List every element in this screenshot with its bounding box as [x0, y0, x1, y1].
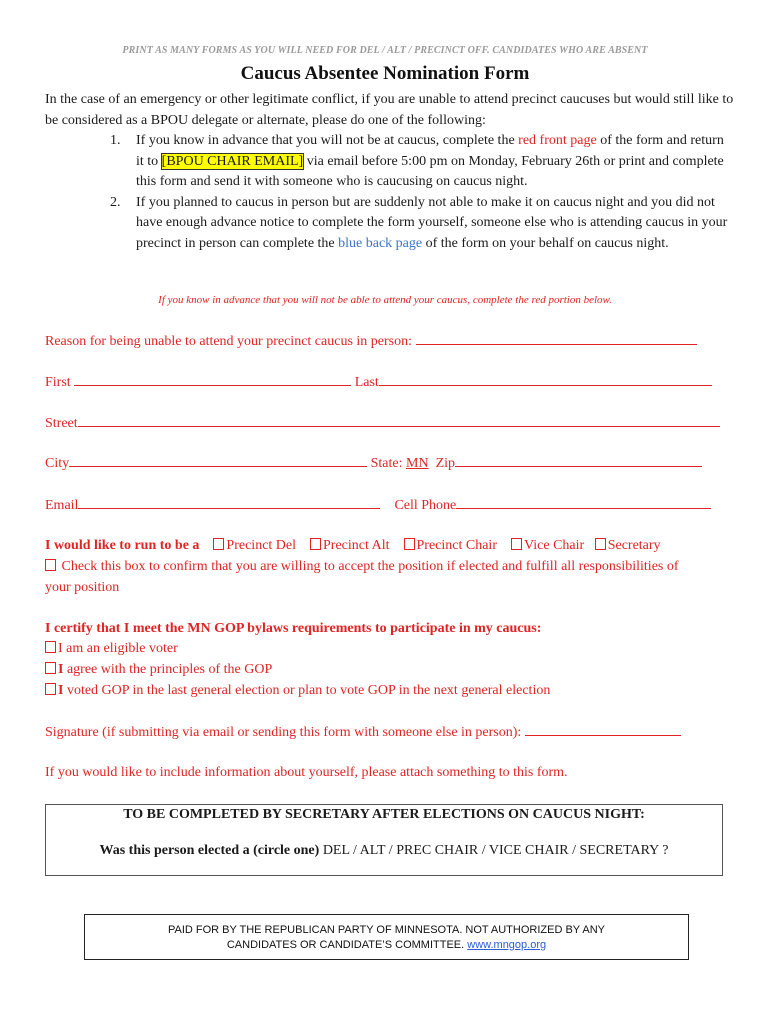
- zip-label: Zip: [435, 456, 456, 471]
- instruction-text: of the form and return it to: [136, 133, 724, 169]
- position-label: Precinct Chair: [416, 538, 497, 553]
- form-title: Caucus Absentee Nomination Form: [240, 63, 530, 84]
- bpou-chair-email-highlight: [BPOU CHAIR EMAIL]: [161, 153, 304, 169]
- name-row: [45, 374, 712, 391]
- red-front-page-text: red front page: [518, 133, 597, 148]
- attach-note: If you would like to include information about yourself, please attach something to this form.: [45, 765, 568, 780]
- first-label: First: [45, 375, 71, 390]
- signature-row: [45, 724, 681, 741]
- certify-text: I am an eligible voter: [58, 641, 178, 656]
- certify-item-3: [45, 683, 550, 699]
- run-for-row: [45, 538, 661, 554]
- vice-chair-checkbox[interactable]: [511, 538, 522, 550]
- confirm-text: Check this box to confirm that you are willing to accept the position if elected and fulfill all responsibilities of: [61, 559, 679, 574]
- voted-gop-checkbox[interactable]: [45, 683, 56, 695]
- eligible-voter-checkbox[interactable]: [45, 641, 56, 653]
- street-field[interactable]: [78, 415, 720, 427]
- paid-for-line-2: [84, 938, 689, 953]
- city-row: [45, 455, 702, 472]
- position-label: Secretary: [607, 538, 661, 553]
- confirm-checkbox[interactable]: [45, 559, 56, 571]
- mngop-link[interactable]: www.mngop.org: [467, 939, 547, 951]
- certify-bold: I: [58, 683, 64, 698]
- blue-back-page-text: blue back page: [338, 235, 423, 251]
- state-label: State:: [370, 456, 403, 471]
- cell-phone-label: Cell Phone: [394, 498, 457, 513]
- zip-field[interactable]: [455, 455, 702, 467]
- instruction-text: If you planned to caucus in person but are suddenly not able to make it on caucus night and you did not have enough advance notice to complete the form yourself, someone else who is attending caucus in your precinct in person can complete the: [136, 194, 728, 251]
- certify-bold: I: [58, 662, 64, 677]
- gop-principles-checkbox[interactable]: [45, 662, 56, 674]
- position-label: Precinct Alt: [323, 538, 390, 553]
- first-name-field[interactable]: [74, 374, 351, 386]
- city-label: City: [45, 456, 70, 471]
- instruction-list: [110, 131, 730, 254]
- secretary-checkbox[interactable]: [595, 538, 606, 550]
- certify-item-2: [45, 662, 272, 678]
- certify-heading: I certify that I meet the MN GOP bylaws requirements to participate in my caucus:: [45, 621, 542, 636]
- run-label: I would like to run to be a: [45, 538, 200, 553]
- certify-text: voted GOP in the last general election or plan to vote GOP in the next general election: [63, 683, 551, 698]
- instruction-text: If you know in advance that you will not be at caucus, complete the: [136, 133, 519, 148]
- cell-phone-field[interactable]: [456, 497, 711, 509]
- signature-label: Signature (if submitting via email or sending this form with someone else in person):: [45, 725, 522, 740]
- reason-field[interactable]: [416, 333, 697, 345]
- instruction-item-1: [110, 131, 730, 193]
- last-name-field[interactable]: [379, 374, 712, 386]
- signature-field[interactable]: [525, 724, 681, 736]
- red-portion-note: If you know in advance that you will not be able to attend your caucus, complete the red portion below.: [158, 294, 612, 306]
- intro-paragraph: In the case of an emergency or other legitimate conflict, if you are unable to attend precinct caucuses but would still like to be considered as a BPOU delegate or alternate, please do one of the following:: [45, 92, 734, 128]
- state-value[interactable]: MN: [406, 456, 429, 471]
- precinct-chair-checkbox[interactable]: [404, 538, 415, 550]
- city-field[interactable]: [69, 455, 367, 467]
- instruction-text: of the form on your behalf on caucus night.: [422, 235, 669, 251]
- secretary-question-label: Was this person elected a (circle one): [99, 843, 320, 858]
- position-label: Vice Chair: [524, 538, 585, 553]
- precinct-alt-checkbox[interactable]: [310, 538, 321, 550]
- instruction-item-2: [110, 193, 730, 255]
- paid-for-line-2-text: CANDIDATES OR CANDIDATE’S COMMITTEE.: [226, 939, 465, 951]
- precinct-del-checkbox[interactable]: [213, 538, 224, 550]
- secretary-title: TO BE COMPLETED BY SECRETARY AFTER ELECTIONS ON CAUCUS NIGHT:: [123, 807, 645, 822]
- position-label: Precinct Del: [226, 538, 297, 553]
- paid-for-text: [84, 923, 689, 953]
- street-label: Street: [45, 416, 78, 431]
- certify-text: agree with the principles of the GOP: [63, 662, 273, 677]
- last-label: Last: [354, 375, 379, 390]
- reason-label: Reason for being unable to attend your precinct caucus in person:: [45, 334, 412, 349]
- secretary-question-options: DEL / ALT / PREC CHAIR / VICE CHAIR / SECRETARY ?: [322, 843, 669, 858]
- contact-row: [45, 497, 711, 514]
- confirm-row-cont: [45, 580, 119, 596]
- email-field[interactable]: [78, 497, 380, 509]
- instruction-text: via email before 5:00 pm on Monday, February 26th or print and complete this form and send it with someone who is caucusing on caucus night.: [136, 153, 724, 189]
- confirm-text-cont: your position: [45, 580, 120, 595]
- instruction-number: 2.: [110, 194, 121, 210]
- secretary-question: [45, 843, 723, 859]
- email-label: Email: [45, 498, 79, 513]
- confirm-row: [45, 559, 679, 575]
- street-row: [45, 415, 720, 432]
- paid-for-line-1: PAID FOR BY THE REPUBLICAN PARTY OF MINNESOTA. NOT AUTHORIZED BY ANY: [167, 924, 606, 936]
- top-note: PRINT AS MANY FORMS AS YOU WILL NEED FOR DEL / ALT / PRECINCT OFF. CANDIDATES WHO ARE ABSENT: [122, 45, 648, 56]
- reason-row: [45, 333, 697, 350]
- certify-item-1: [45, 641, 178, 657]
- instruction-number: 1.: [110, 133, 121, 148]
